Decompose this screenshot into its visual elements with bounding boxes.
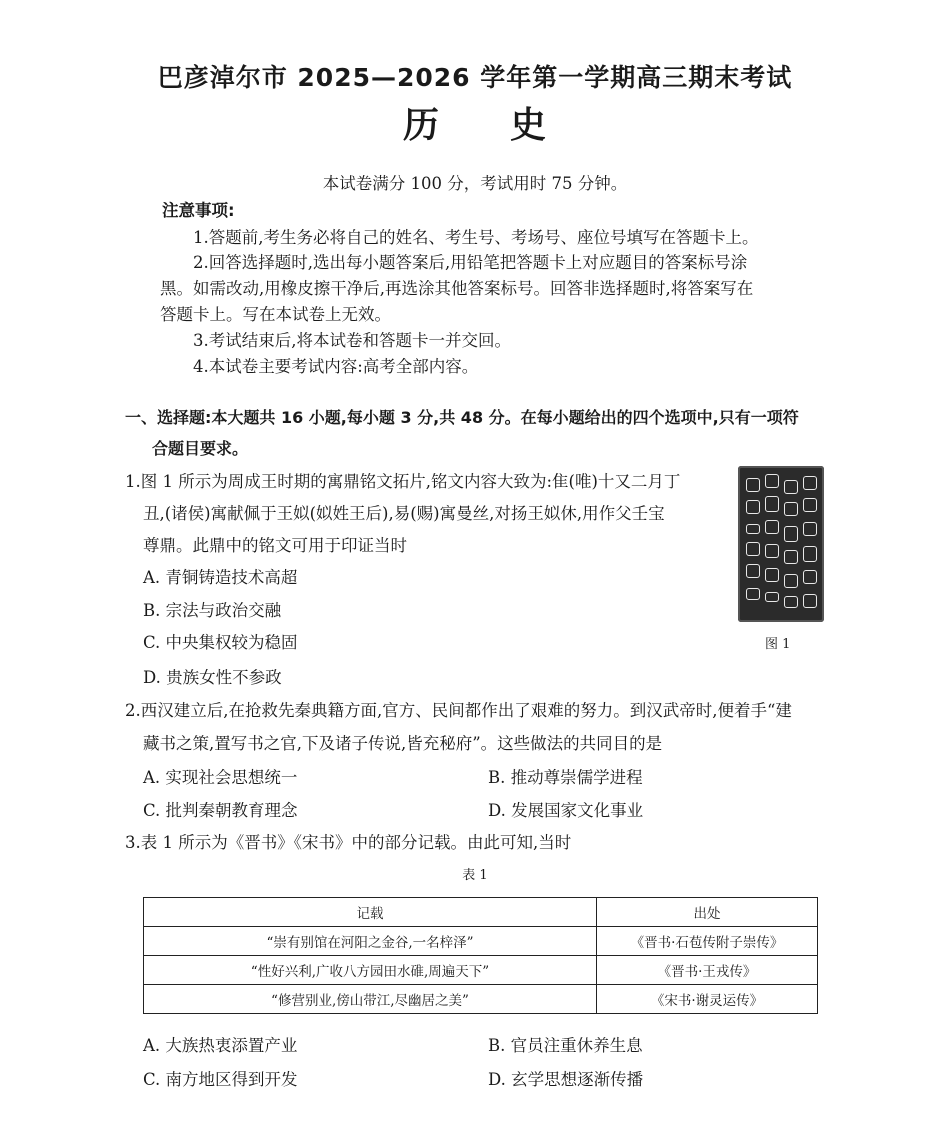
q1-option-a: A. 青铜铸造技术高超 (143, 568, 298, 587)
q3-option-a: A. 大族热衷添置产业 (143, 1036, 298, 1055)
q1-stem-line: 丑,(诸侯)寓献佩于王姒(姒姓王后),易(赐)寓曼丝,对扬王姒休,用作父壬宝 (143, 504, 665, 523)
exam-intro: 本试卷满分 100 分，考试用时 75 分钟。 (322, 174, 628, 193)
q3-option-c: C. 南方地区得到开发 (143, 1070, 298, 1089)
q1-option-d: D. 贵族女性不参政 (143, 668, 282, 687)
q2-stem-line: 藏书之策,置写书之官,下及诸子传说,皆充秘府”。这些做法的共同目的是 (143, 734, 663, 753)
table-cell-record: “崇有别馆在河阳之金谷,一名梓泽” (144, 927, 597, 956)
table-cell-record: “性好兴利,广收八方园田水碓,周遍天下” (144, 956, 597, 985)
notice-line: 答题卡上。写在本试卷上无效。 (160, 305, 391, 324)
table-cell-source: 《晋书·石苞传附子崇传》 (597, 927, 818, 956)
table-cell-record: “修营别业,傍山带江,尽幽居之美” (144, 985, 597, 1014)
q2-option-c: C. 批判秦朝教育理念 (143, 801, 298, 820)
notice-line: 4.本试卷主要考试内容:高考全部内容。 (193, 357, 479, 376)
q1-stem-line: 尊鼎。此鼎中的铭文可用于印证当时 (143, 536, 407, 555)
subject-title (0, 97, 950, 148)
table-row (144, 956, 818, 985)
q2-option-d: D. 发展国家文化事业 (488, 801, 644, 820)
exam-title: 巴彦淖尔市 2025—2026 学年第一学期高三期末考试 (157, 63, 793, 92)
figure-1-caption: 图 1 (765, 637, 791, 652)
q2-stem-line: 2.西汉建立后,在抢救先秦典籍方面,官方、民间都作出了艰难的努力。到汉武帝时,便着手“建 (125, 701, 792, 720)
subject-char-1: 历 (402, 105, 440, 146)
q1-option-b: B. 宗法与政治交融 (143, 601, 282, 620)
table-cell-source: 《晋书·王戎传》 (597, 956, 818, 985)
table-header-source: 出处 (597, 898, 818, 927)
q3-option-b: B. 官员注重休养生息 (488, 1036, 643, 1055)
q1-option-c: C. 中央集权较为稳固 (143, 633, 298, 652)
notice-line: 黑。如需改动,用橡皮擦干净后,再选涂其他答案标号。回答非选择题时,将答案写在 (160, 279, 754, 298)
table-1-caption: 表 1 (462, 868, 488, 883)
table-header-record: 记载 (144, 898, 597, 927)
q2-option-b: B. 推动尊崇儒学进程 (488, 768, 643, 787)
notice-line: 1.答题前,考生务必将自己的姓名、考生号、考场号、座位号填写在答题卡上。 (193, 228, 759, 247)
notice-line: 3.考试结束后,将本试卷和答题卡一并交回。 (193, 331, 511, 350)
inscription-rubbing-image (738, 466, 824, 622)
q3-option-d: D. 玄学思想逐渐传播 (488, 1070, 644, 1089)
table-row (144, 985, 818, 1014)
q3-stem: 3.表 1 所示为《晋书》《宋书》中的部分记载。由此可知,当时 (125, 833, 572, 852)
notice-heading: 注意事项: (162, 201, 235, 220)
records-table (143, 897, 818, 1014)
q1-stem-line: 1.图 1 所示为周成王时期的寓鼎铭文拓片,铭文内容大致为:隹(唯)十又二月丁 (125, 472, 681, 491)
table-header-row (144, 898, 818, 927)
section-heading-cont: 合题目要求。 (152, 439, 249, 458)
table-row (144, 927, 818, 956)
q2-option-a: A. 实现社会思想统一 (143, 768, 298, 787)
table-cell-source: 《宋书·谢灵运传》 (597, 985, 818, 1014)
notice-line: 2.回答选择题时,选出每小题答案后,用铅笔把答题卡上对应题目的答案标号涂 (193, 253, 748, 272)
subject-char-2: 史 (510, 105, 548, 146)
section-heading: 一、选择题:本大题共 16 小题,每小题 3 分,共 48 分。在每小题给出的四个选项中,只有一项符 (125, 408, 799, 427)
